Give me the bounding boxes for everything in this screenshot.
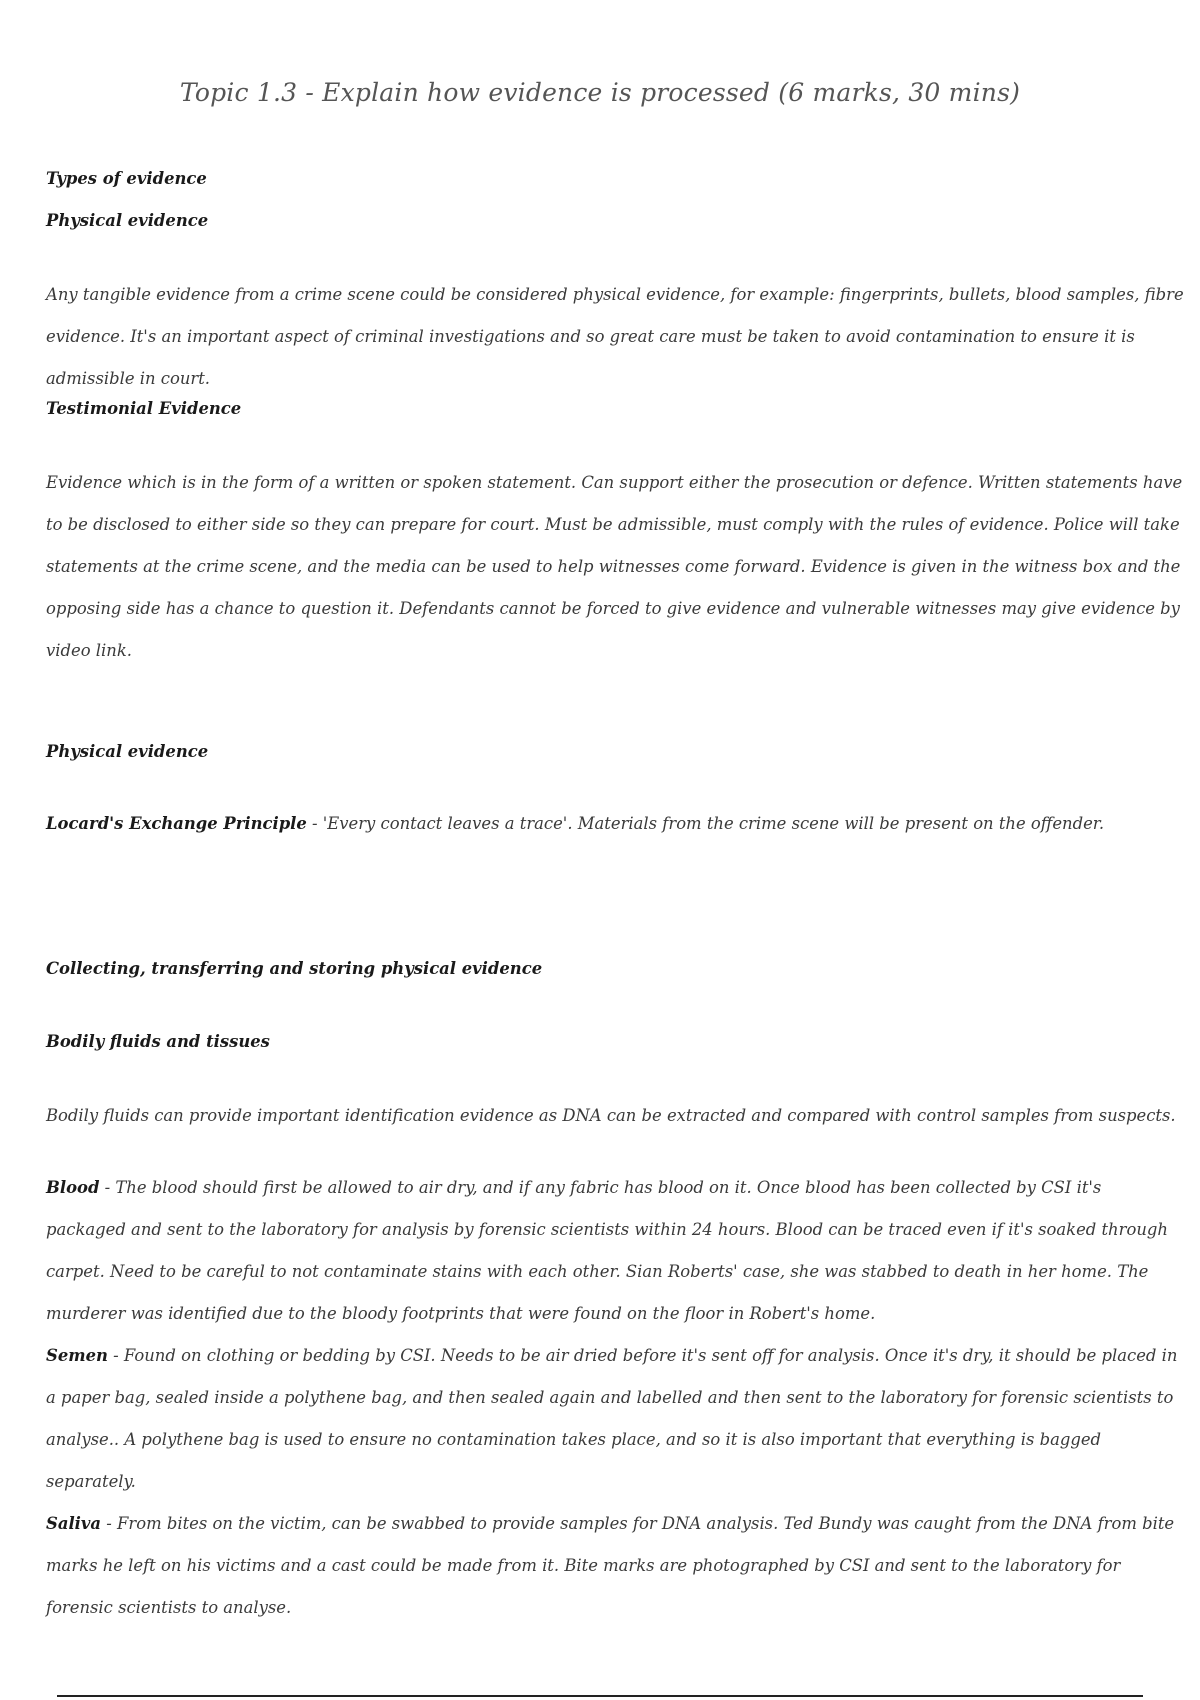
paragraph-saliva xyxy=(46,1503,1186,1629)
heading-physical-evidence-2: Physical evidence xyxy=(46,742,209,761)
paragraph-fluids-details xyxy=(46,1167,1186,1629)
paragraph-bodily-fluids-intro: Bodily fluids can provide important identification evidence as DNA can be extracted and compared with control samples from suspects. xyxy=(46,1106,1176,1125)
paragraph-physical-evidence: Any tangible evidence from a crime scene could be considered physical evidence, for example: fingerprints, bullets, blood samples, fibre evidence. It's an important aspect of criminal investigations and so great care must be taken to avoid contamination to ensure it is admissible in court. xyxy=(46,285,1184,388)
heading-bodily-fluids: Bodily fluids and tissues xyxy=(46,1032,270,1051)
saliva-text: - From bites on the victim, can be swabbed to provide samples for DNA analysis. Ted Bundy was caught from the DNA from bite marks he left on his victims and a cast could be made from it. Bite marks are photographed by CSI and sent to the laboratory for forensic scientists to analyse. xyxy=(46,1514,1175,1617)
locard-label: Locard's Exchange Principle xyxy=(46,814,307,833)
semen-text: - Found on clothing or bedding by CSI. Needs to be air dried before it's sent off for analysis. Once it's dry, it should be placed in a paper bag, sealed inside a polythene bag, and then sealed again and labelled and then sent to the laboratory for forensic scientists to analyse.. A polythene bag is used to ensure no contamination takes place, and so it is also important that everything is bagged separately. xyxy=(46,1346,1178,1491)
semen-label: Semen xyxy=(46,1346,108,1365)
footer-divider xyxy=(57,1695,1143,1697)
heading-types-of-evidence: Types of evidence xyxy=(46,169,207,188)
blood-text: - The blood should first be allowed to air dry, and if any fabric has blood on it. Once blood has been collected by CSI it's packaged and sent to the laboratory for analysis by forensic scientists within 24 hours. Blood can be traced even if it's soaked through carpet. Need to be careful to not contaminate stains with each other. Sian Roberts' case, she was stabbed to death in her home. The murderer was identified due to the bloody footprints that were found on the floor in Robert's home. xyxy=(46,1178,1168,1323)
heading-testimonial-evidence: Testimonial Evidence xyxy=(46,399,242,418)
blood-label: Blood xyxy=(46,1178,100,1197)
paragraph-blood xyxy=(46,1167,1186,1335)
paragraph-locard xyxy=(46,803,1186,845)
heading-physical-evidence: Physical evidence xyxy=(46,211,209,230)
page-title: Topic 1.3 - Explain how evidence is processed (6 marks, 30 mins) xyxy=(179,78,1021,107)
heading-collecting-physical-evidence: Collecting, transferring and storing physical evidence xyxy=(46,959,543,978)
paragraph-semen xyxy=(46,1335,1186,1503)
paragraph-testimonial-evidence: Evidence which is in the form of a written or spoken statement. Can support either the prosecution or defence. Written statements have to be disclosed to either side so they can prepare for court. Must be admissible, must comply with the rules of evidence. Police will take statements at the crime scene, and the media can be used to help witnesses come forward. Evidence is given in the witness box and the opposing side has a chance to question it. Defendants cannot be forced to give evidence and vulnerable witnesses may give evidence by video link. xyxy=(46,473,1183,660)
locard-text: - 'Every contact leaves a trace'. Materials from the crime scene will be present on the offender. xyxy=(306,814,1105,833)
saliva-label: Saliva xyxy=(46,1514,102,1533)
